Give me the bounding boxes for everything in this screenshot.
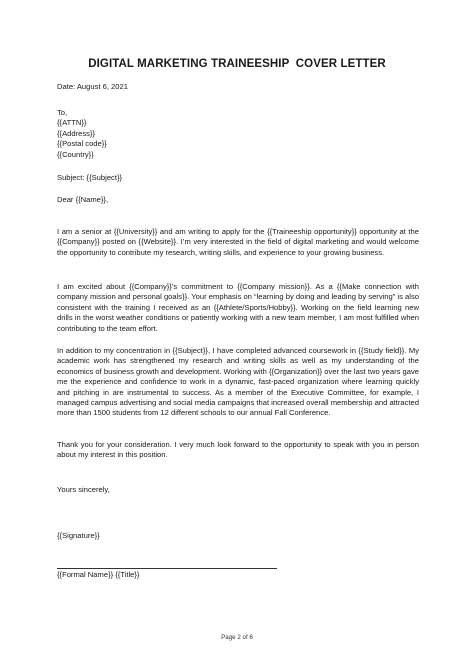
closing-phrase: Yours sincerely,: [57, 485, 110, 494]
salutation: Dear {{Name}},: [57, 195, 109, 204]
address-to: To,: [57, 108, 68, 117]
paragraph-experience: In addition to my concentration in {{Subject}}, I have completed advanced coursework in {{Study field}}. My academic work has strengthened my research and writing skills as well as my understanding of the economics of business growth and development. Working with {{Organization}} over the last two years gave me the experience and confidence to work in a dynamic, fast-paced organization where learning quickly and pitching in are instrumental to success. As a member of the Executive Committee, for example, I managed campus advertising and social media campaigns that increased overall membership and attracted more than 1500 students from 12 different schools to our annual Fall Conference.: [57, 346, 419, 418]
page-number-footer: Page 2 of 6: [221, 634, 253, 641]
signature-placeholder: {{Signature}}: [57, 531, 100, 540]
signature-rule: [57, 568, 277, 569]
address-country: {{Country}}: [57, 149, 94, 159]
paragraph-motivation: I am excited about {{Company}}’s commitment to {{Company mission}}. As a {{Make connection with company mission and personal goals}}. Your emphasis on “learning by doing and leading by serving” is also consistent with the training I received as an {{Athlete/Sports/Hobby}}. Working on the field learning new drills in the worst weather conditions or patiently working with a new team member, I am most fulfilled when contributing to the team effort.: [57, 282, 419, 333]
document-title: DIGITAL MARKETING TRAINEESHIP COVER LETTER: [88, 58, 386, 70]
paragraph-intro: I am a senior at {{University}} and am writing to apply for the {{Traineeship opportunity}} opportunity at the {{Company}} posted on {{Website}}. I’m very interested in the field of digital marketing and would welcome the opportunity to contribute my research, writing skills, and experience to your growing business.: [57, 227, 419, 257]
paragraph-closing: Thank you for your consideration. I very much look forward to the opportunity to speak with you in person about my interest in this position.: [57, 440, 419, 460]
subject-line: Subject: {{Subject}}: [57, 173, 123, 182]
address-street: {{Address}}: [57, 128, 96, 138]
address-attn: {{ATTN}}: [57, 118, 87, 128]
date-line: Date: August 6, 2021: [57, 82, 128, 91]
formal-name-title: {{Formal Name}} {{Title}}: [57, 570, 140, 579]
recipient-address: [57, 108, 419, 160]
address-postal-code: {{Postal code}}: [57, 139, 107, 149]
